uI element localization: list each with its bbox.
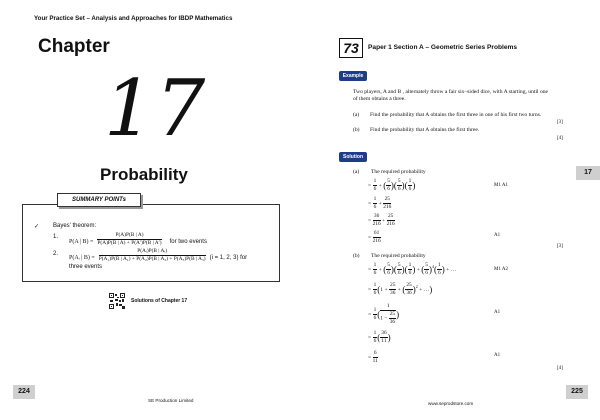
chapter-side-tab[interactable]: 17	[576, 166, 600, 180]
item2-numerator: P(Aᵢ)P(B | Aᵢ)	[99, 248, 206, 256]
sol-b-step-4: = $\frac{1}{6}$ ( $\frac{36}{11}$ )	[368, 330, 391, 344]
sol-a-step-1: = $\frac{1}{6}$ + ( $\frac{5}{6}$ )( $\frac{5}{6}$ )( $\frac{1}{6}$ )	[368, 178, 416, 192]
footer-right[interactable]: www.seprodstore.com	[428, 401, 474, 406]
item2-lhs: P(Aᵢ | B) =	[69, 255, 95, 261]
sol-b-mark-1: M1 A2	[494, 267, 509, 272]
qr-code-icon[interactable]	[109, 293, 125, 309]
part-a-text: Find the probability that A obtains the first three in one of his first two turns.	[370, 112, 542, 118]
footer-left: SE Production Limited	[148, 398, 194, 403]
item1-number: 1.	[53, 234, 59, 240]
sol-a-step-3: = $\frac{36}{216}$ + $\frac{25}{216}$	[368, 213, 395, 227]
item1-numerator: P(A)P(B | A)	[97, 232, 161, 240]
part-b-text: Find the probability that A obtains the first three.	[370, 127, 480, 133]
section-title: Paper 1 Section A – Geometric Series Problems	[368, 44, 518, 51]
item2-number: 2.	[53, 251, 59, 257]
item2-tail2: three events	[69, 264, 103, 270]
sol-b-intro: The required probability	[371, 253, 426, 259]
sol-b-mark-2: A1	[494, 310, 501, 315]
sol-a-mark-2: A1	[494, 233, 501, 238]
item2-denominator: P(A₁)P(B | A₁) + P(A₂)P(B | A₂) + P(A₃)P(B | A₃)	[98, 255, 206, 262]
sol-a-step-4: = $\frac{61}{216}$	[368, 230, 381, 244]
part-b-label: (b)	[353, 127, 360, 133]
page-number-right: 225	[566, 385, 588, 399]
sol-a-intro: The required probability	[371, 169, 426, 175]
sol-b-step-5: = $\frac{6}{11}$	[368, 350, 378, 364]
part-a-marks: [3]	[557, 120, 563, 125]
summary-label: SUMMARY POINTs	[57, 193, 141, 207]
sol-b-label: (b)	[353, 253, 360, 259]
section-number: 73	[339, 38, 363, 58]
sol-a-label: (a)	[353, 169, 360, 175]
sol-a-step-2: = $\frac{1}{6}$ + $\frac{25}{216}$	[368, 196, 392, 210]
sol-b-step-3: = $\frac{1}{6}$ ( 1 1 − $\frac{25}{36}$ )	[368, 303, 400, 325]
problem-line-1: Two players, A and B , alternately throw a fair six–sided dice, with A starting, until one	[353, 89, 549, 95]
item2-tail: (i = 1, 2, 3) for	[209, 255, 248, 261]
item1-lhs: P(A | B) =	[69, 239, 94, 245]
problem-line-2: of them obtains a three.	[353, 96, 406, 102]
sol-b-step-2: = $\frac{1}{6}$ (1 + $\frac{25}{36}$ + ( $\frac{25}{36}$ )$^2$ + …)	[368, 282, 433, 296]
bayes-heading: Bayes' theorem:	[53, 223, 97, 229]
sol-a-mark-1: M1 A1	[494, 183, 509, 188]
part-a-label: (a)	[353, 112, 360, 118]
solutions-link[interactable]: Solutions of Chapter 17	[131, 298, 188, 304]
sol-a-total: [3]	[557, 244, 563, 249]
sol-b-step-1: = $\frac{1}{6}$ + ( $\frac{5}{6}$ )( $\frac{5}{6}$ )( $\frac{1}{6}$ ) + ( $\frac{5}{6}$ )$^4$( $\frac{1}{6}$ ) + …	[368, 262, 457, 276]
part-b-marks: [4]	[557, 136, 563, 141]
chapter-title: Probability	[100, 165, 188, 184]
book-title: Your Practice Set – Analysis and Approaches for IBDP Mathematics	[34, 15, 233, 22]
item1-tail: for two events	[169, 239, 207, 245]
item1-denominator: P(A)P(B | A) + P(A′)P(B | A′)	[97, 239, 162, 246]
sol-b-mark-3: A1	[494, 353, 501, 358]
sol-b-total: [4]	[557, 366, 563, 371]
page-number-left: 224	[13, 385, 35, 399]
check-icon: ✓	[34, 224, 40, 230]
item2-formula	[69, 246, 247, 264]
example-tag: Example	[339, 71, 367, 81]
chapter-number: 17	[104, 64, 208, 154]
solution-tag: Solution	[339, 152, 367, 162]
chapter-word: Chapter	[38, 36, 110, 57]
